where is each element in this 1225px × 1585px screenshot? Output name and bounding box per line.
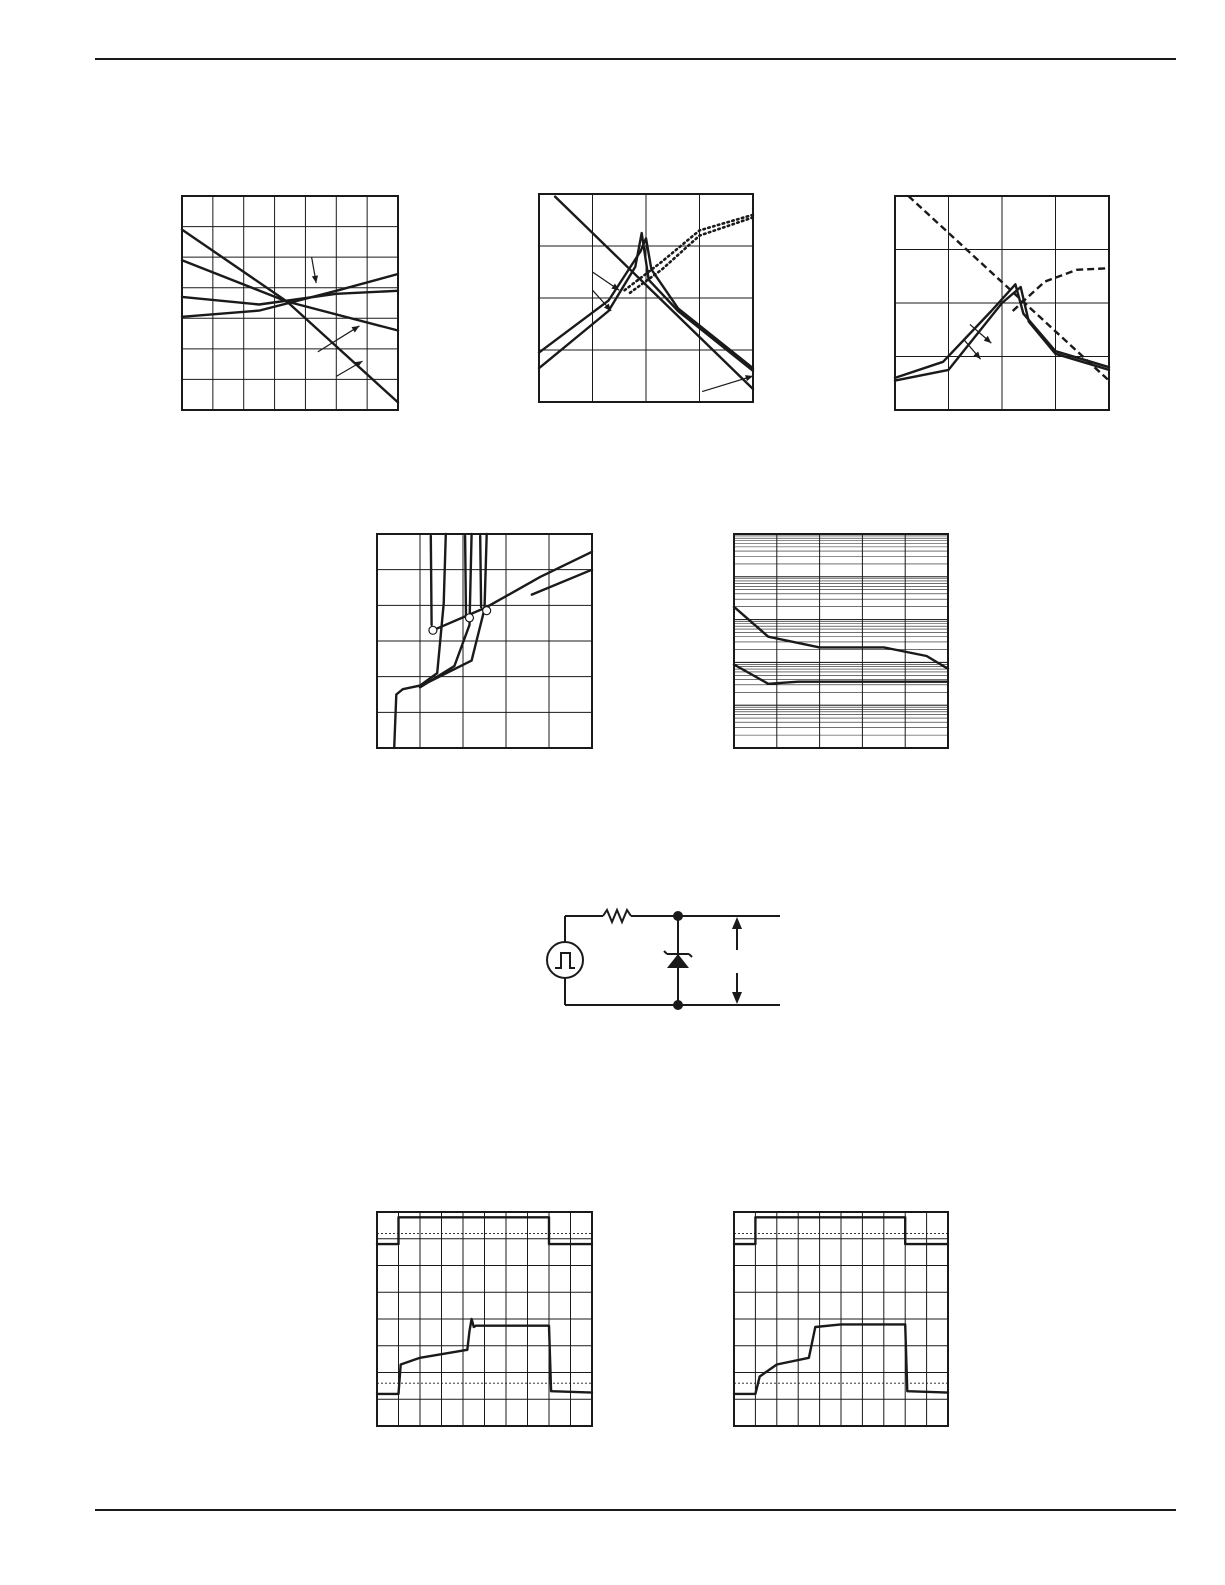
pulse-waveform-icon [555, 953, 575, 968]
chart-graph-4 [377, 534, 592, 748]
test-circuit [540, 905, 790, 1020]
series-line-1 [908, 196, 1109, 381]
marker-circle [429, 626, 437, 634]
chart-graph-7 [734, 1212, 948, 1426]
series-line-2 [182, 260, 398, 330]
chart-graph-1 [182, 196, 398, 410]
series-line-1 [734, 607, 948, 669]
series-line-5 [532, 570, 592, 595]
chart-graph-2 [539, 194, 753, 402]
arrowhead-icon [312, 275, 318, 283]
zener-triangle-icon [667, 954, 689, 968]
junction-dot-bottom [673, 1000, 683, 1010]
annotation-arrow [702, 376, 753, 392]
marker-circle [483, 607, 491, 615]
series-line-1 [182, 230, 398, 403]
arrowhead-icon [745, 375, 753, 381]
series-line-7 [465, 536, 466, 618]
series-line-4 [433, 552, 592, 631]
resistor-icon [603, 910, 631, 922]
chart-graph-3 [895, 196, 1109, 410]
footer-rule [95, 1509, 1176, 1511]
junction-dot-top [673, 911, 683, 921]
pulse-source-icon [547, 942, 583, 978]
marker-circle [465, 614, 473, 622]
arrowhead-icon [352, 326, 360, 333]
series-line-2 [734, 665, 948, 684]
chart-graph-5 [734, 534, 948, 748]
chart-graph-6 [377, 1212, 592, 1426]
arrow-down-icon [732, 992, 742, 1004]
series-line-8 [480, 536, 481, 607]
arrow-up-icon [732, 917, 742, 929]
series-line-1 [555, 197, 753, 389]
header-rule [95, 58, 1176, 60]
series-line-4 [182, 274, 398, 317]
plot-frame [734, 534, 948, 748]
series-line-6 [431, 536, 432, 625]
